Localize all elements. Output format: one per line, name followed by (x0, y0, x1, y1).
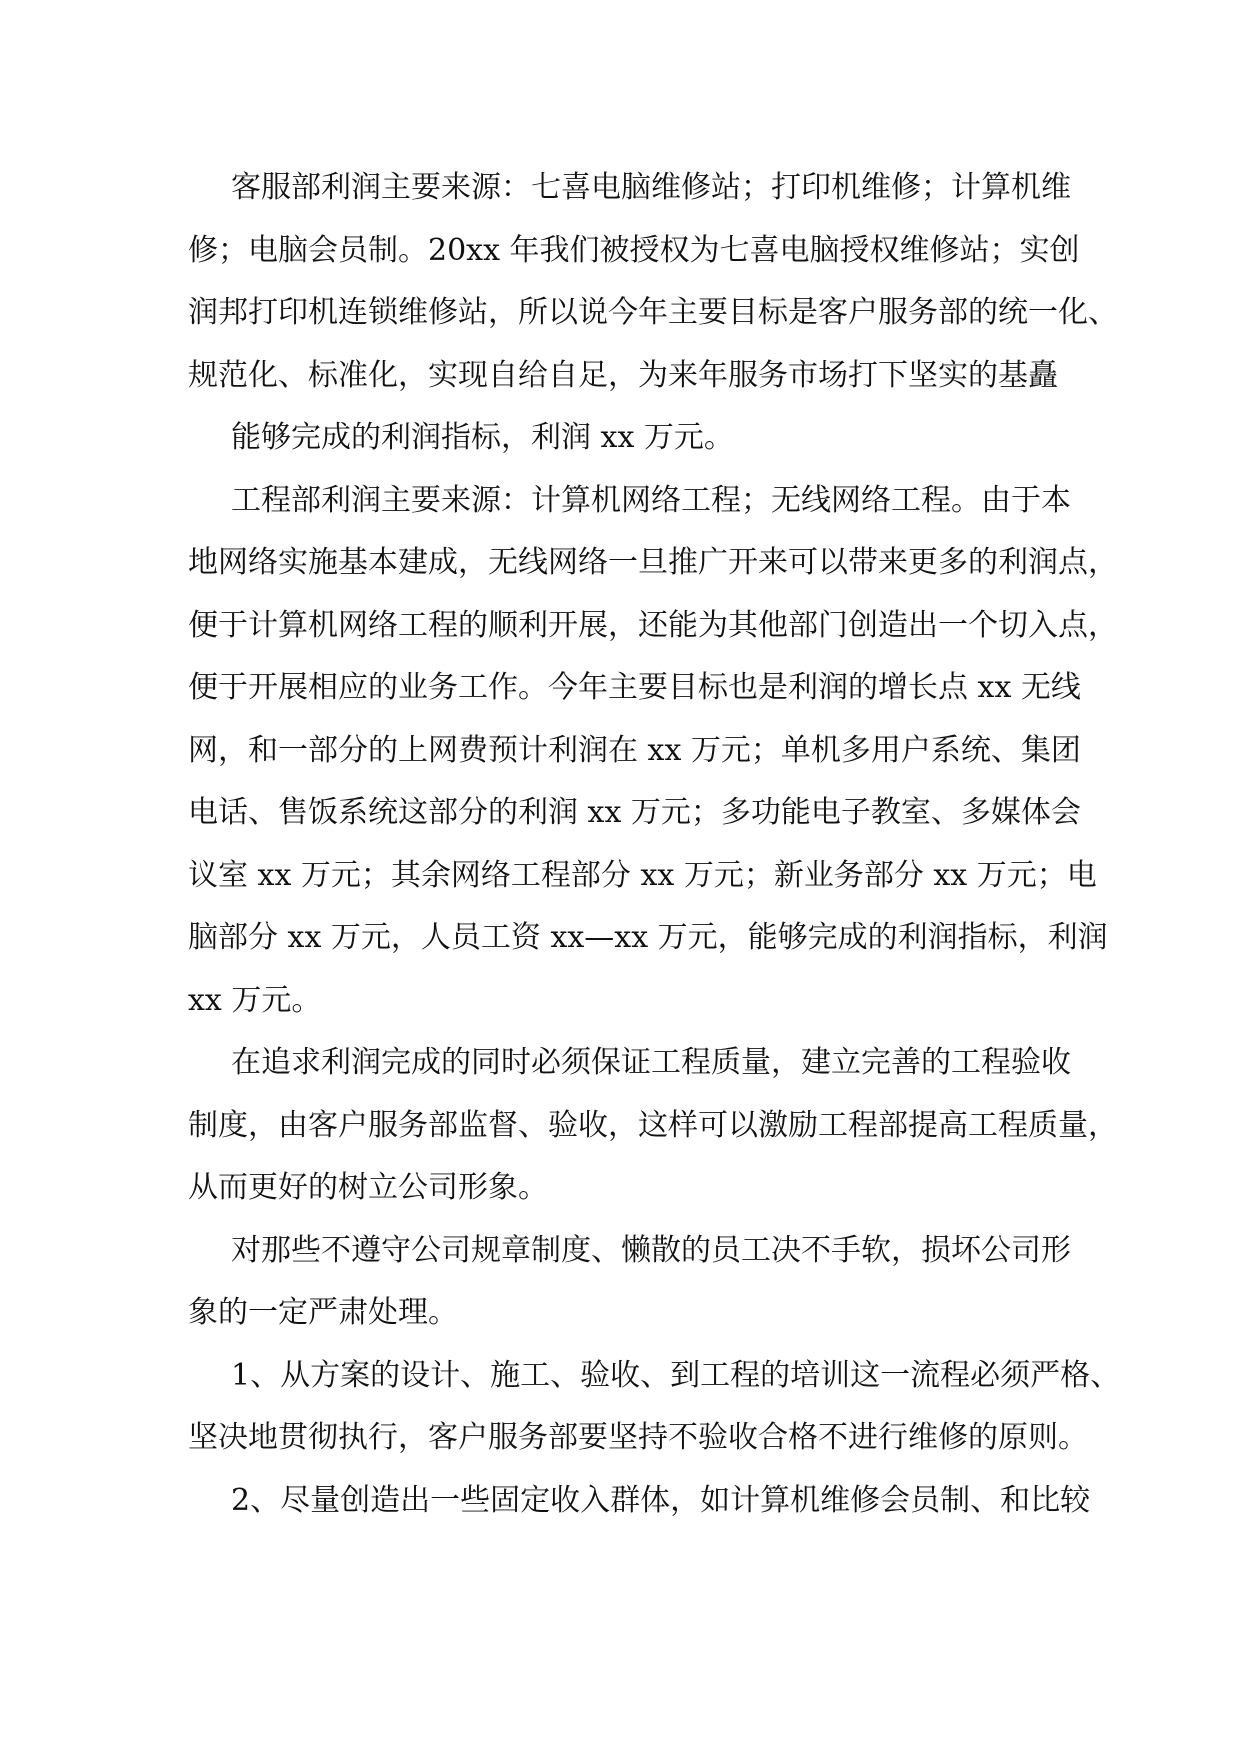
paragraph-discipline (188, 1220, 1088, 1345)
paragraph-item-1 (188, 1345, 1121, 1470)
text-line: 对那些不遵守公司规章制度、懒散的员工决不手软，损坏公司形 (231, 1232, 1071, 1268)
text-line: 客服部利润主要来源：七喜电脑维修站；打印机维修；计算机维 (231, 170, 1071, 205)
text-line: 规范化、标准化，实现自给自足，为来年服务市场打下坚实的基矗 (188, 357, 1058, 393)
text-line: 便于计算机网络工程的顺利开展，还能为其他部门创造出一个切入点， (188, 607, 1118, 643)
text-line: 坚决地贯彻执行，客户服务部要坚持不验收合格不进行维修的原则。 (188, 1420, 1088, 1455)
text-line: 脑部分 xx 万元，人员工资 xx—xx 万元，能够完成的利润指标，利润 (188, 920, 1108, 955)
paragraph-item-2 (188, 1470, 1091, 1533)
document-body (188, 157, 1121, 1532)
text-line: 润邦打印机连锁维修站，所以说今年主要目标是客户服务部的统一化、 (188, 295, 1118, 330)
text-line: 网，和一部分的上网费预计利润在 xx 万元；单机多用户系统、集团 (188, 732, 1081, 768)
text-line: 1、从方案的设计、施工、验收、到工程的培训这一流程必须严格、 (231, 1357, 1121, 1393)
text-line: 便于开展相应的业务工作。今年主要目标也是利润的增长点 xx 无线 (188, 670, 1081, 705)
text-line: 议室 xx 万元；其余网络工程部分 xx 万元；新业务部分 xx 万元；电 (188, 857, 1097, 893)
text-line: 制度，由客户服务部监督、验收，这样可以激励工程部提高工程质量， (188, 1107, 1118, 1143)
text-line: 电话、售饭系统这部分的利润 xx 万元；多功能电子教室、多媒体会 (188, 795, 1081, 830)
text-line: 能够完成的利润指标，利润 xx 万元。 (231, 420, 734, 455)
text-line: 地网络实施基本建成，无线网络一旦推广开来可以带来更多的利润点， (188, 545, 1118, 580)
text-line: 从而更好的树立公司形象。 (188, 1170, 548, 1205)
paragraph-engineering-profit (188, 470, 1118, 1033)
text-line: 象的一定严肃处理。 (188, 1295, 458, 1330)
text-line: xx 万元。 (188, 982, 322, 1018)
text-line: 在追求利润完成的同时必须保证工程质量，建立完善的工程验收 (231, 1045, 1071, 1080)
paragraph-quality-assurance (188, 1032, 1118, 1220)
text-line: 修；电脑会员制。20xx 年我们被授权为七喜电脑授权维修站；实创 (188, 232, 1080, 268)
text-line: 工程部利润主要来源：计算机网络工程；无线网络工程。由于本 (231, 482, 1071, 518)
text-line: 2、尽量创造出一些固定收入群体，如计算机维修会员制、和比较 (231, 1482, 1091, 1518)
paragraph-customer-service-profit (188, 157, 1118, 407)
paragraph-profit-target (188, 407, 1088, 470)
